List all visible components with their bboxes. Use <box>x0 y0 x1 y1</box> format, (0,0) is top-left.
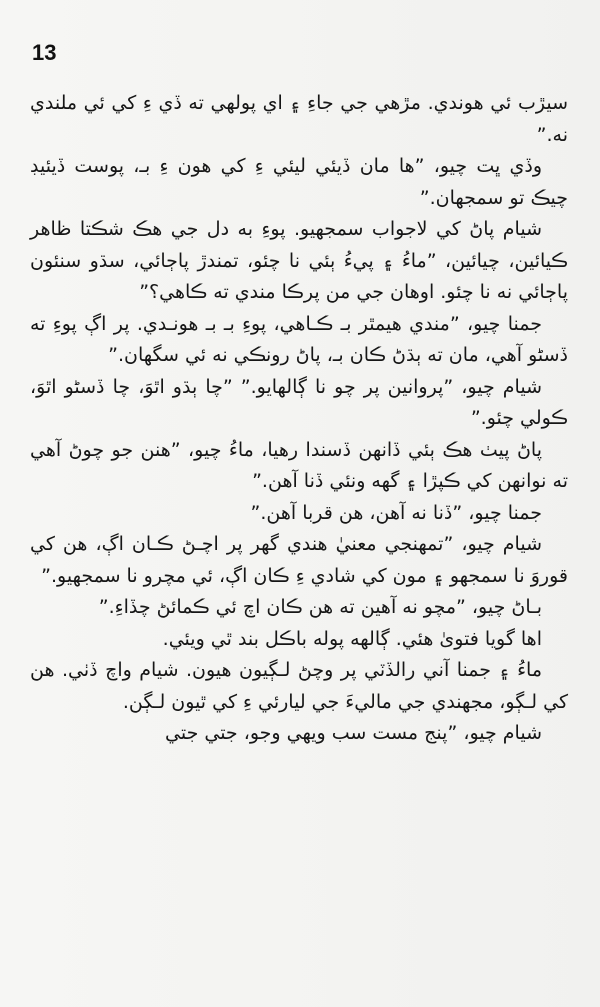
paragraph-10: اها گويا فتوىٰ هئي. ڳالهه پوله باڪل بند ٿي ويئي. <box>162 627 542 650</box>
body-text <box>30 88 568 750</box>
page-number: 13 <box>32 40 57 65</box>
paragraph-5: شيام چيو، ”پروانين پر چو نا ڳالهايو.” ”چا ٻڌو اٿوَ، چا ڏسڻو اٿوَ، ڪولي چئو.” <box>30 375 568 429</box>
paragraph-2: وڏي ڀت چيو، ”ها مان ڏيئي ليئي ءِ کي هون ءِ بـ، پوست ڏيئيڊ چيڪ تو سمجهان.” <box>30 155 568 209</box>
paragraph-4: جمنا چيو، ”مندي هيمٿر بـ ڪـاهي، پوءِ بـ بـ هونـدي. پر اڳ پوءِ ته ڏسڻو آهي، مان ته ٻڌڻ ڪان بـ، پاڻ رونڪي نه ئي سگهان.” <box>30 312 568 366</box>
paragraph-12: شيام چيو، ”پنج مست سب ويهي وجو، جتي جتي <box>165 722 542 744</box>
paragraph-7: جمنا چيو، ”ڏنا نه آهن، هن قربا آهن.” <box>250 501 542 524</box>
paragraph-3: شيام پاڻ کي لاجواب سمجهيو. پوءِ به دل جي هڪ شڪتا ظاهر ڪيائين، چيائين، ”ماءُ ۽ پيءُ ٻئي نا چئو، تمندڙ پاڄائي، سڌو سنئون پاڄائي نه نا چئو. اوهان جي من پرڪا مندي ته ڪاهي؟” <box>30 218 568 303</box>
paragraph-1: سيڙب ئي هوندي. مڙهي جي جاءِ ۽ اي پولهي ته ڏي ءِ کي ئي ملندي نه.” <box>30 92 568 146</box>
paragraph-11: ماءُ ۽ جمنا آني رالڏٽي پر وچڻ لـڳيون هيون. شيام واچ ڏٺي. هن کي لـڳو، مجهندي جي ماليءَ جي ليارئي ءِ کي ٿيون لـڳن. <box>30 659 568 713</box>
paragraph-6: پاڻ پيٺ هڪ ٻئي ڏانهن ڏسندا رهيا، ماءُ چيو، ”هنن جو چوڻ آهي ته نوانهن کي ڪپڙا ۽ گهه ونئي ڏنا آهن.” <box>30 438 568 492</box>
paragraph-9: بـاڻ چيو، ”مچو نه آهين ته هن ڪان اچ ئي ڪمائڻ چڏاءِ.” <box>98 596 542 618</box>
paragraph-8: شيام چيو، ”تمهنجي معنيٰ هندي گهر پر اچـڻ ڪـان اڳ، هن کي قوروَ نا سمجهو ۽ مون کي شادي ءِ ڪان اڳ، ئي مچرو نا سمجهيو.” <box>30 533 568 587</box>
